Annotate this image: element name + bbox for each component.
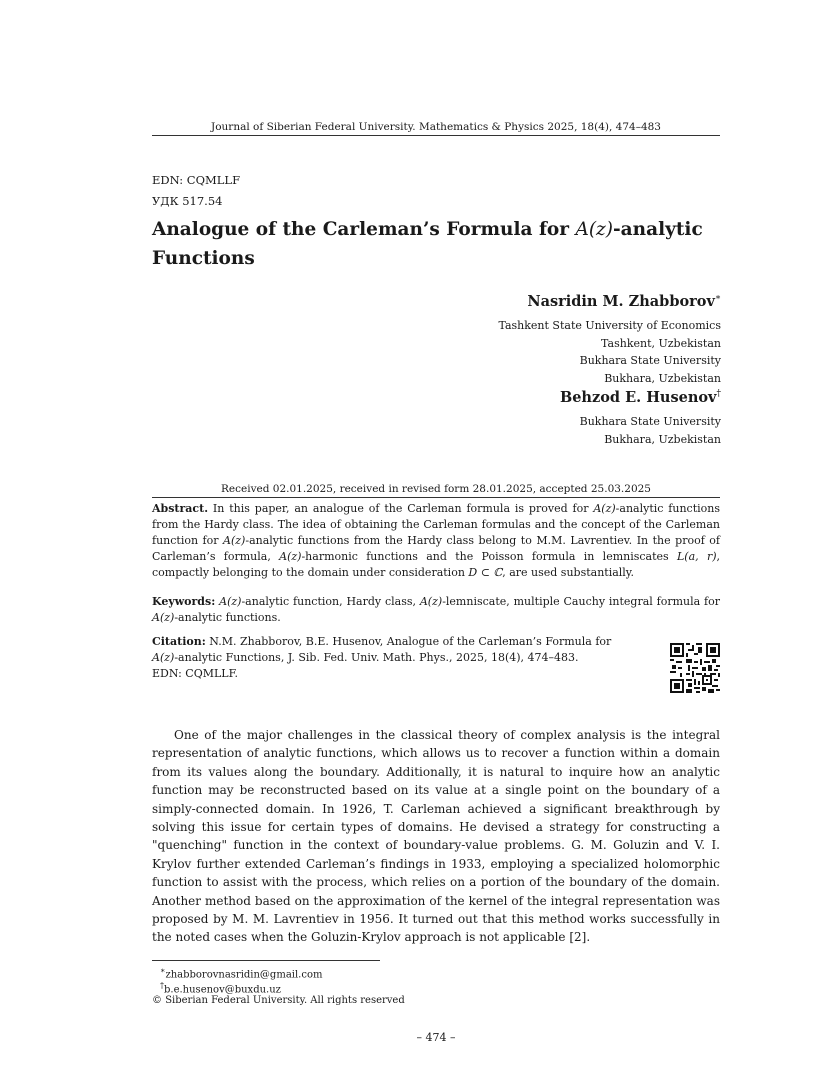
body-paragraph: One of the major challenges in the classical theory of complex analysis is the integral representation of analytic functions, which allows us to recover a function within a domain from its values along the boundary. Additionally, it is natural to inquire how an analytic function may be reconstructed based on its value at a single point on the boundary of a simply-connected domain. In 1926, T. Carleman achieved a significant breakthrough by solving this issue for certain types of domains. He devised a strategy for constructing a "quenching" function in the context of boundary-value problems. G. M. Goluzin and V. I. Krylov further extended Carleman’s findings in 1933, employing a specialized holomorphic function to assist with the process, which relies on a portion of the boundary of the domain. Another method based on the approximation of the kernel of the integral representation was proposed by M. M. Lavrentiev in 1956. It turned out that this method works successfully in the noted cases when the Goluzin-Krylov approach is not applicable [2]. [152, 728, 720, 945]
author-2-affiliations: Bukhara State University Bukhara, Uzbekistan [579, 415, 721, 446]
paper-title: Analogue of the Carleman’s Formula for A(z)-analytic Functions [152, 219, 703, 269]
qr-code-icon[interactable] [670, 643, 720, 693]
author-1-affiliations: Tashkent State University of Economics Tashkent, Uzbekistan Bukhara State University Bukhara, Uzbekistan [498, 319, 721, 385]
footnote-rule [152, 960, 380, 961]
journal-header: Journal of Siberian Federal University. Mathematics & Physics 2025, 18(4), 474–483 [211, 121, 661, 133]
footnote-1: ∗zhabborovnasridin@gmail.com [160, 966, 323, 981]
page-number: – 474 – [416, 1031, 456, 1044]
header-rule [152, 135, 720, 136]
received-dates: Received 02.01.2025, received in revised form 28.01.2025, accepted 25.03.2025 [221, 483, 651, 495]
author-2-name: Behzod E. Husenov† [559, 389, 721, 406]
edn-label: EDN: CQMLLF [152, 173, 241, 187]
copyright-notice: © Siberian Federal University. All rights reserved [152, 995, 405, 1006]
keywords: Keywords: A(z)-analytic function, Hardy class, A(z)-lemniscate, multiple Cauchy integral formula for A(z)-analytic functions. [152, 595, 720, 624]
udk-label: УДК 517.54 [152, 194, 223, 208]
abstract-rule [152, 497, 720, 498]
citation: Citation: N.M. Zhabborov, B.E. Husenov, Analogue of the Carleman’s Formula for A(z)-analytic Functions, J. Sib. Fed. Univ. Math. Phys., 2025, 18(4), 474–483. EDN: CQMLLF. [152, 635, 612, 680]
author-1-name: Nasridin M. Zhabborov∗ [527, 293, 721, 310]
footnote-2: †b.e.husenov@buxdu.uz [160, 981, 281, 996]
abstract: Abstract. In this paper, an analogue of the Carleman formula is proved for A(z)-analytic functions from the Hardy class. The idea of obtaining the Carleman formulas and the concept of the Carleman function for A(z)-analytic functions from the Hardy class belong to M.M. Lavrentiev. In the proof of Carleman’s formula, A(z)-harmonic functions and the Poisson formula in lemniscates L(a, r), compactly belonging to the domain under consideration D ⊂ ℂ, are used substantially. [152, 502, 720, 579]
